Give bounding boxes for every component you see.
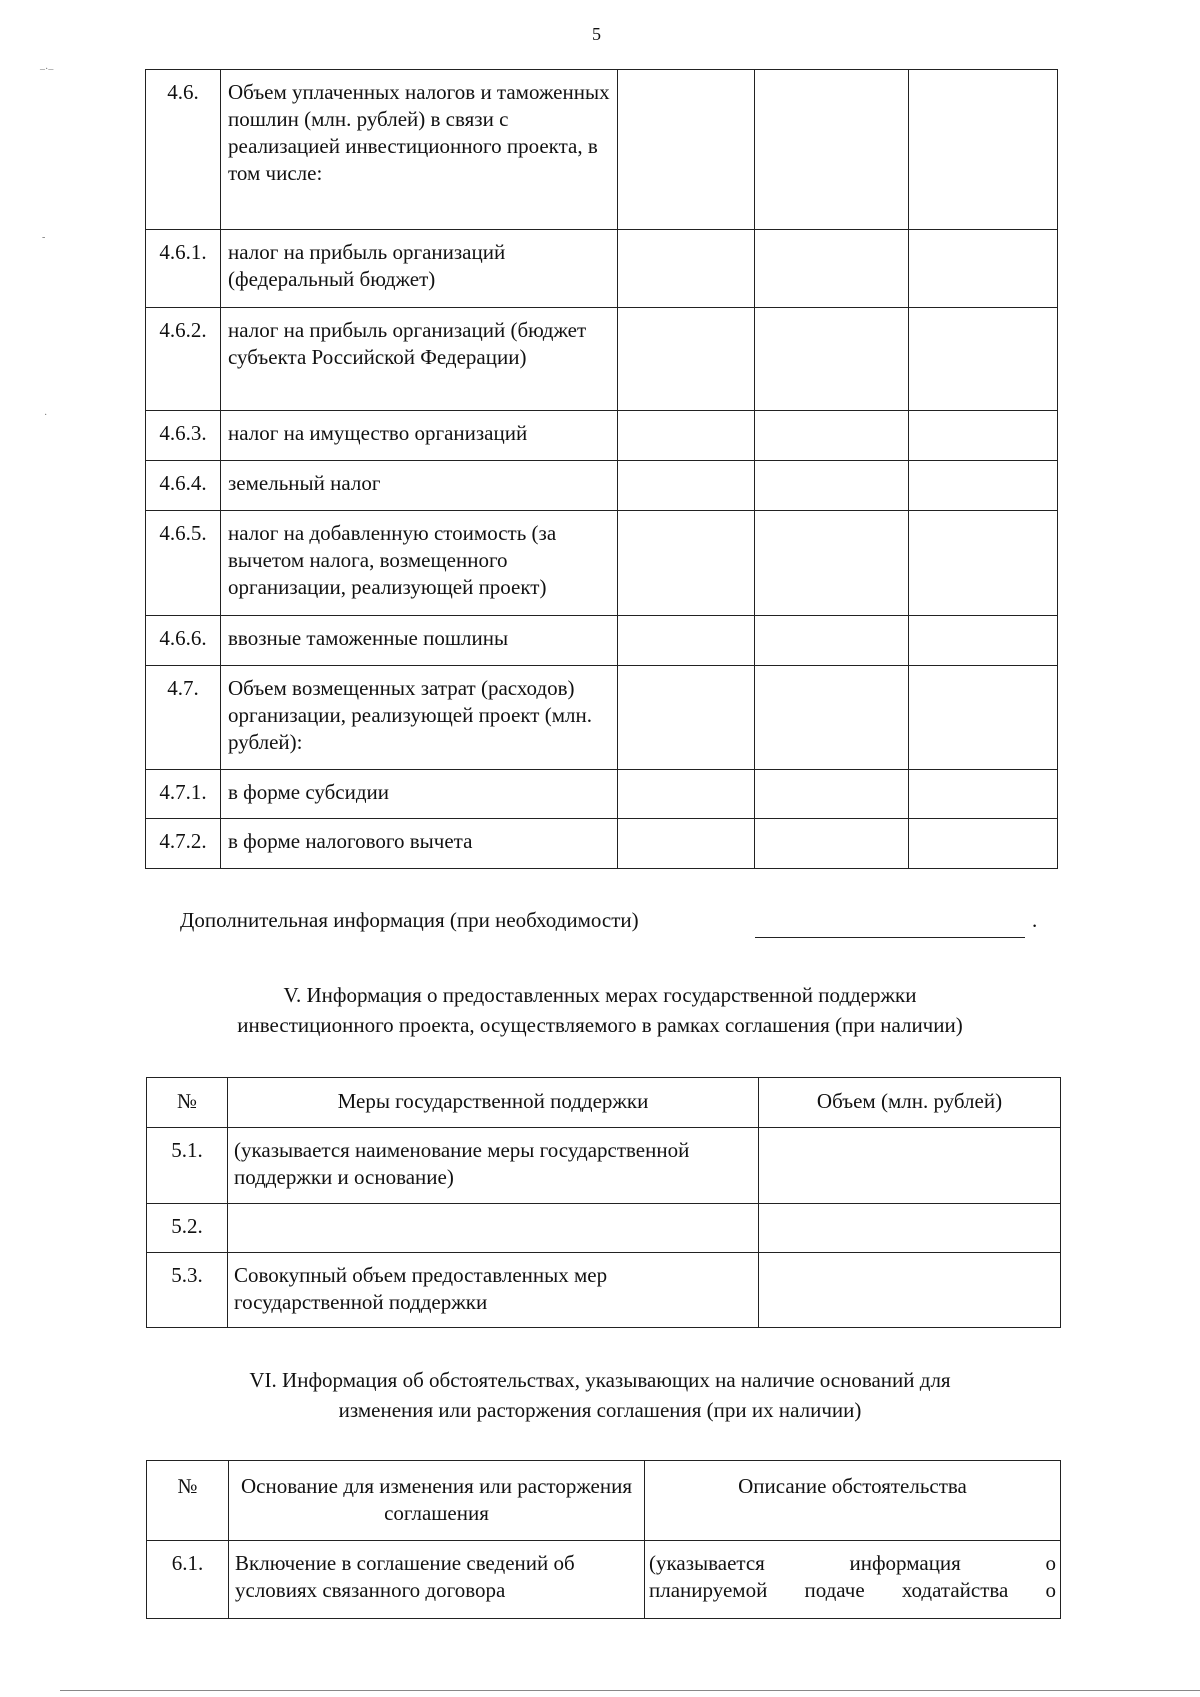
row-label: (указывается наименование меры государственной поддержки и основание) (228, 1128, 759, 1204)
table-row (146, 819, 1058, 869)
value-cell[interactable] (755, 819, 909, 869)
value-cell[interactable] (909, 511, 1058, 616)
value-cell[interactable] (755, 511, 909, 616)
column-header-measures: Меры государственной поддержки (228, 1078, 759, 1128)
value-cell[interactable] (618, 308, 755, 411)
row-number: 4.7.2. (146, 819, 221, 869)
value-cell[interactable] (909, 461, 1058, 511)
row-label: Объем возмещенных затрат (расходов) организации, реализующей проект (млн. рублей): (221, 666, 618, 770)
row-description (645, 1541, 1061, 1619)
table-row (146, 308, 1058, 411)
value-cell[interactable] (759, 1253, 1061, 1328)
value-cell[interactable] (909, 70, 1058, 230)
table-row (146, 770, 1058, 819)
description-line: планируемой подаче ходатайства о (649, 1578, 1056, 1602)
row-number: 4.6.1. (146, 230, 221, 308)
row-label: Совокупный объем предоставленных мер государственной поддержки (228, 1253, 759, 1328)
value-cell[interactable] (618, 230, 755, 308)
row-number: 4.7.1. (146, 770, 221, 819)
value-cell[interactable] (909, 230, 1058, 308)
row-label: Объем уплаченных налогов и таможенных пошлин (млн. рублей) в связи с реализацией инвестиционного проекта, в том числе: (221, 70, 618, 230)
row-number: 5.3. (147, 1253, 228, 1328)
row-number: 4.6.6. (146, 616, 221, 666)
table-row (147, 1204, 1061, 1253)
table-header-row (147, 1078, 1061, 1128)
scan-artifact: - (42, 232, 46, 243)
section6-heading-line: изменения или расторжения соглашения (при их наличии) (338, 1398, 862, 1422)
value-cell[interactable] (618, 616, 755, 666)
column-header-basis: Основание для изменения или расторжения соглашения (229, 1461, 645, 1541)
column-header-number: № (147, 1461, 229, 1541)
row-number: 4.6. (146, 70, 221, 230)
agreement-changes-table (146, 1460, 1061, 1619)
value-cell[interactable] (909, 819, 1058, 869)
state-support-table (146, 1077, 1061, 1328)
value-cell[interactable] (618, 70, 755, 230)
value-cell[interactable] (755, 411, 909, 461)
value-cell[interactable] (755, 70, 909, 230)
scan-edge-line (60, 1690, 1200, 1691)
table-row (146, 411, 1058, 461)
table-row (146, 70, 1058, 230)
row-number: 4.7. (146, 666, 221, 770)
table-row (147, 1253, 1061, 1328)
row-label: земельный налог (221, 461, 618, 511)
row-label: ввозные таможенные пошлины (221, 616, 618, 666)
row-label: в форме субсидии (221, 770, 618, 819)
row-number: 5.1. (147, 1128, 228, 1204)
value-cell[interactable] (618, 770, 755, 819)
value-cell[interactable] (618, 411, 755, 461)
value-cell[interactable] (755, 230, 909, 308)
table-row (147, 1128, 1061, 1204)
row-number: 4.6.3. (146, 411, 221, 461)
value-cell[interactable] (755, 770, 909, 819)
description-line: (указывается информация о (649, 1551, 1056, 1575)
value-cell[interactable] (755, 308, 909, 411)
row-label: налог на имущество организаций (221, 411, 618, 461)
value-cell[interactable] (755, 616, 909, 666)
table-row (146, 666, 1058, 770)
scan-artifact: –·– (40, 64, 54, 75)
row-number: 5.2. (147, 1204, 228, 1253)
additional-info-label: Дополнительная информация (при необходимости) (180, 908, 639, 932)
row-label: налог на прибыль организаций (бюджет субъекта Российской Федерации) (221, 308, 618, 411)
row-number: 4.6.4. (146, 461, 221, 511)
row-label: в форме налогового вычета (221, 819, 618, 869)
section5-heading-line: инвестиционного проекта, осуществляемого в рамках соглашения (при наличии) (237, 1013, 963, 1037)
value-cell[interactable] (759, 1128, 1061, 1204)
value-cell[interactable] (755, 461, 909, 511)
table-row (146, 511, 1058, 616)
row-basis: Включение в соглашение сведений об условиях связанного договора (229, 1541, 645, 1619)
tax-payments-table (145, 69, 1058, 869)
table-row (146, 230, 1058, 308)
row-label[interactable] (228, 1204, 759, 1253)
page-number: 5 (592, 24, 601, 44)
section5-heading-line: V. Информация о предоставленных мерах государственной поддержки (283, 983, 917, 1007)
table-row (146, 616, 1058, 666)
scan-artifact: · (44, 410, 48, 421)
value-cell[interactable] (618, 511, 755, 616)
row-label: налог на прибыль организаций (федеральный бюджет) (221, 230, 618, 308)
value-cell[interactable] (909, 308, 1058, 411)
value-cell[interactable] (909, 666, 1058, 770)
value-cell[interactable] (909, 616, 1058, 666)
section5-heading (0, 980, 1200, 1040)
row-label: налог на добавленную стоимость (за вычетом налога, возмещенного организации, реализующей проект) (221, 511, 618, 616)
row-number: 4.6.2. (146, 308, 221, 411)
table-row (147, 1541, 1061, 1619)
section6-heading-line: VI. Информация об обстоятельствах, указывающих на наличие оснований для (249, 1368, 951, 1392)
additional-info-end-mark: . (1032, 908, 1038, 932)
column-header-number: № (147, 1078, 228, 1128)
value-cell[interactable] (618, 666, 755, 770)
value-cell[interactable] (759, 1204, 1061, 1253)
row-number: 6.1. (147, 1541, 229, 1619)
value-cell[interactable] (618, 819, 755, 869)
column-header-volume: Объем (млн. рублей) (759, 1078, 1061, 1128)
section6-heading (0, 1365, 1200, 1425)
row-number: 4.6.5. (146, 511, 221, 616)
table-header-row (147, 1461, 1061, 1541)
value-cell[interactable] (909, 411, 1058, 461)
value-cell[interactable] (909, 770, 1058, 819)
value-cell[interactable] (755, 666, 909, 770)
additional-info-field[interactable] (755, 937, 1025, 938)
value-cell[interactable] (618, 461, 755, 511)
table-row (146, 461, 1058, 511)
column-header-description: Описание обстоятельства (645, 1461, 1061, 1541)
